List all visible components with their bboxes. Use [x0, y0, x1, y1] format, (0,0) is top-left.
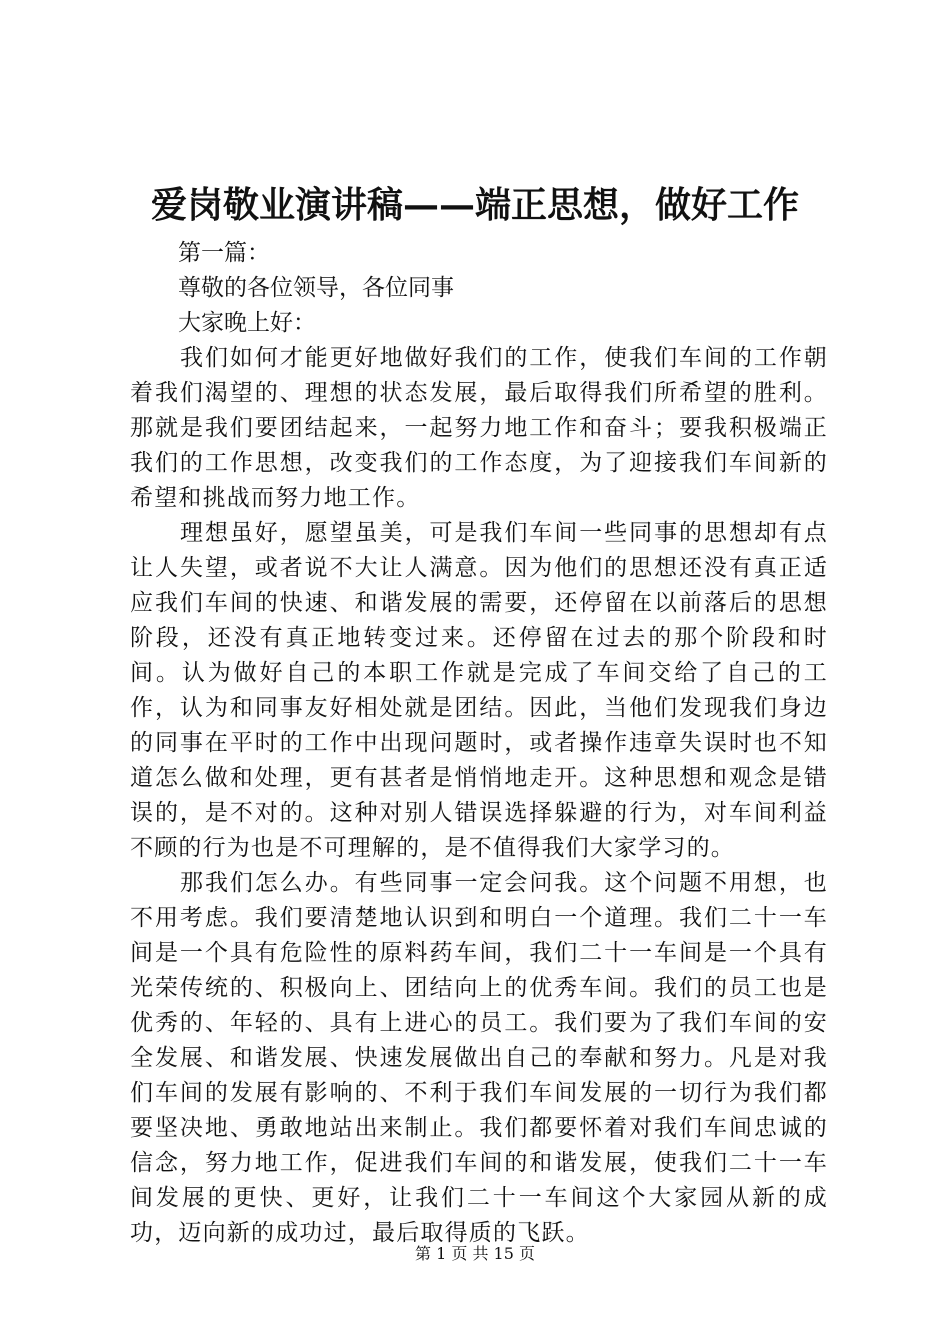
paragraph-2: 理想虽好，愿望虽美，可是我们车间一些同事的思想却有点让人失望，或者说不大让人满意。因为他们的思想还没有真正适应我们车间的快速、和谐发展的需要，还停留在以前落后的思想阶段，还没有真正地转变过来。还停留在过去的那个阶段和时间。认为做好自己的本职工作就是完成了车间交给了自己的工作，认为和同事友好相处就是团结。因此，当他们发现我们身边的同事在平时的工作中出现问题时，或者操作违章失误时也不知道怎么做和处理，更有甚者是悄悄地走开。这种思想和观念是错误的，是不对的。这种对别人错误选择躲避的行为，对车间利益不顾的行为也是不可理解的，是不值得我们大家学习的。: [130, 520, 828, 861]
paragraph-1: 我们如何才能更好地做好我们的工作，使我们车间的工作朝着我们渴望的、理想的状态发展，最后取得我们所希望的胜利。那就是我们要团结起来，一起努力地工作和奋斗；要我积极端正我们的工作思想，改变我们的工作态度，为了迎接我们车间新的希望和挑战而努力地工作。: [130, 345, 828, 511]
page-footer: 第 1 页 共 15 页: [415, 1244, 535, 1263]
document-title: 爱岗敬业演讲稿——端正思想，做好工作: [150, 184, 799, 226]
paragraph-3: 那我们怎么办。有些同事一定会问我。这个问题不用想，也不用考虑。我们要清楚地认识到和明白一个道理。我们二十一车间是一个具有危险性的原料药车间，我们二十一车间是一个具有光荣传统的、积极向上、团结向上的优秀车间。我们的员工也是优秀的、年轻的、具有上进心的员工。我们要为了我们车间的安全发展、和谐发展、快速发展做出自己的奉献和努力。凡是对我们车间的发展有影响的、不利于我们车间发展的一切行为我们都要坚决地、勇敢地站出来制止。我们都要怀着对我们车间忠诚的信念，努力地工作，促进我们车间的和谐发展，使我们二十一车间发展的更快、更好，让我们二十一车间这个大家园从新的成功，迈向新的成功过，最后取得质的飞跃。: [130, 870, 828, 1246]
section-heading: 第一篇：: [178, 240, 270, 266]
greeting: 大家晚上好：: [178, 310, 316, 336]
salutation: 尊敬的各位领导，各位同事: [178, 275, 454, 301]
document-body: [130, 236, 828, 1251]
